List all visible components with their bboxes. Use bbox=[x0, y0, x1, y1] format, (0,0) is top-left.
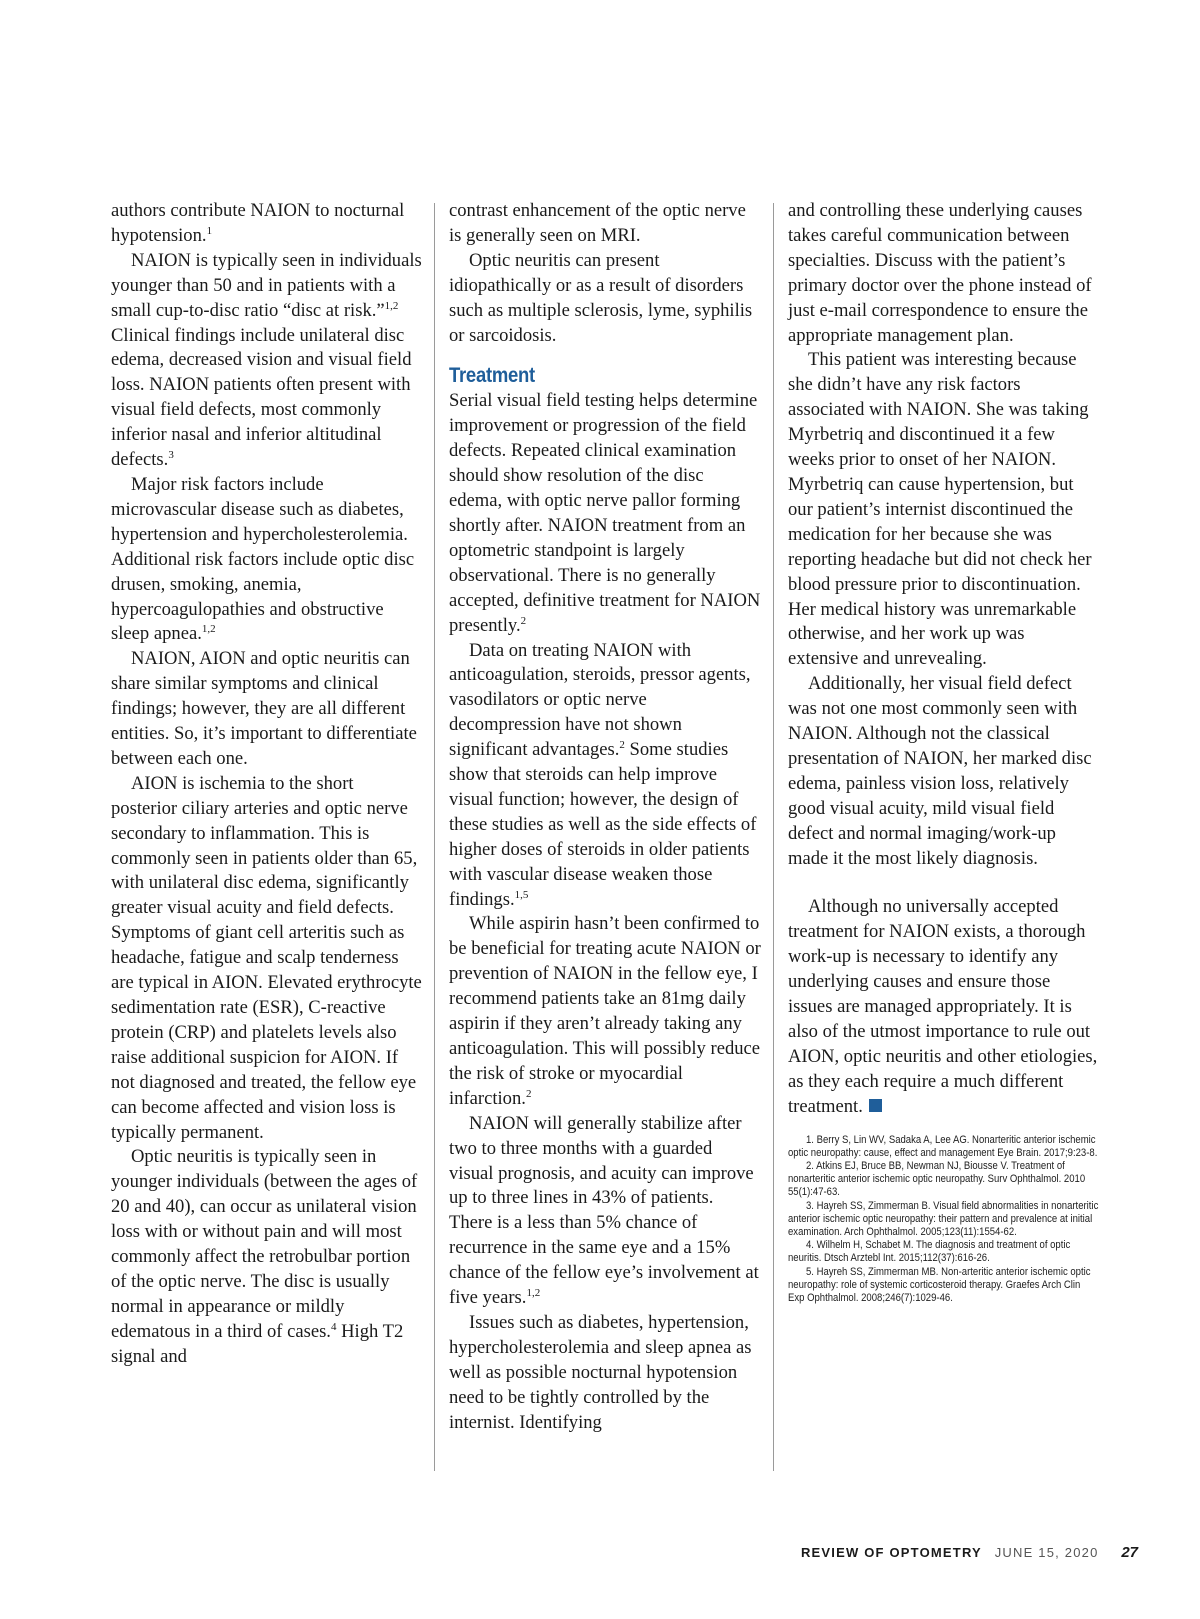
article-column-3 bbox=[788, 199, 1098, 1305]
article-column-1 bbox=[111, 199, 423, 1370]
end-of-article-icon bbox=[869, 1099, 882, 1112]
paragraph: Optic neuritis can present idiopathically or as a result of disorders such as multiple sclerosis, lyme, syphilis or sarcoidosis. bbox=[449, 249, 753, 346]
reference-item: 3. Hayreh SS, Zimmerman B. Visual field abnormalities in nonarteritic anterior ischemic optic neuropathy: their pattern and prevalence at initial examination. Arch Ophthalmol. 2005;123(11):1554-62. bbox=[788, 1199, 1099, 1239]
paragraph: Serial visual field testing helps determine improvement or progression of the field defects. Repeated clinical examination should show resolution of the disc edema, with optic nerve pallor forming shortly after. NAION treatment from an optometric standpoint is largely observational. There is no generally accepted, definitive treatment for NAION presently.$^2$ bbox=[449, 390, 761, 636]
paragraph: and controlling these underlying causes takes careful communication between specialties. Discuss with the patient’s primary doctor over the phone instead of just e-mail correspondence to ensure the appropriate management plan. bbox=[788, 200, 1092, 346]
reference-item: 2. Atkins EJ, Bruce BB, Newman NJ, Biousse V. Treatment of nonarteritic anterior ischemic optic neuropathy. Surv Ophthalmol. 2010 55(1):47-63. bbox=[788, 1160, 1086, 1199]
issue-date: JUNE 15, 2020 bbox=[994, 1545, 1099, 1560]
page-footer bbox=[801, 1544, 1138, 1561]
page-number: 27 bbox=[1121, 1544, 1138, 1561]
paragraph: NAION, AION and optic neuritis can share similar symptoms and clinical findings; however, they are all different entities. So, it’s important to differentiate between each one. bbox=[111, 648, 417, 769]
column-divider bbox=[434, 203, 435, 1471]
paragraph: AION is ischemia to the short posterior ciliary arteries and optic nerve secondary to inflammation. This is commonly seen in patients older than 65, with unilateral disc edema, significantly greater visual acuity and field defects. Symptoms of giant cell arteritis such as headache, fatigue and scalp tenderness are typical in AION. Elevated erythrocyte sedimentation rate (ESR), C-reactive protein (CRP) and platelets levels also raise additional suspicion for AION. If not diagnosed and treated, the fellow eye can become affected and vision loss is typically permanent. bbox=[111, 772, 422, 1143]
section-heading: Treatment bbox=[449, 364, 535, 388]
paragraph: Although no universally accepted treatment for NAION exists, a thorough work-up is necessary to identify any underlying causes and ensure those issues are managed appropriately. It is also of the utmost importance to rule out AION, optic neuritis and other etiologies, as they each require a much different treatment. bbox=[788, 896, 1098, 1117]
paragraph: Additionally, her visual field defect was not one most commonly seen with NAION. Although not the classical presentation of NAION, her marked disc edema, painless vision loss, relatively good visual acuity, mild visual field defect and normal imaging/work-up made it the most likely diagnosis. bbox=[788, 673, 1092, 869]
paragraph: Optic neuritis is typically seen in younger individuals (between the ages of 20 and 40), can occur as unilateral vision loss with or without pain and will most commonly affect the retrobulbar portion of the optic nerve. The disc is usually normal in appearance or mildly edematous in a third of cases.$^4$ High T2 signal and bbox=[111, 1146, 418, 1367]
article-column-2 bbox=[449, 199, 761, 1436]
references-list bbox=[788, 1134, 1099, 1306]
paragraph: This patient was interesting because she didn’t have any risk factors associated with NAION. She was taking Myrbetriq and discontinued it a few weeks prior to onset of her NAION. Myrbetriq can cause hypertension, but our patient’s internist discontinued the medication for her because she was reporting headache but did not check her blood pressure prior to discontinuation. Her medical history was unremarkable otherwise, and her work up was extensive and unrevealing. bbox=[788, 349, 1092, 670]
reference-item: 1. Berry S, Lin WV, Sadaka A, Lee AG. Nonarteritic anterior ischemic optic neuropathy: cause, effect and management Eye Brain. 2017;9:23-8. bbox=[788, 1133, 1098, 1159]
paragraph: Major risk factors include microvascular disease such as diabetes, hypertension and hypercholesterolemia. Additional risk factors include optic disc drusen, smoking, anemia, hypercoagulopathies and obstructive sleep apnea.$^{1,2}$ bbox=[111, 473, 415, 645]
reference-item: 4. Wilhelm H, Schabet M. The diagnosis and treatment of optic neuritis. Dtsch Arztebl Int. 2015;112(37):616-26. bbox=[788, 1239, 1071, 1265]
paragraph: NAION will generally stabilize after two to three months with a guarded visual prognosis, and acuity can improve up to three lines in 43% of patients. There is a less than 5% chance of recurrence in the same eye and a 15% chance of the fellow eye’s involvement at five years.$^{1,2}$ bbox=[449, 1112, 759, 1309]
paragraph: contrast enhancement of the optic nerve is generally seen on MRI. bbox=[449, 200, 746, 246]
paragraph: Data on treating NAION with anticoagulation, steroids, pressor agents, vasodilators or optic nerve decompression have not shown significant advantages.$^2$ Some studies show that steroids can help improve visual function; however, the design of these studies as well as the side effects of higher doses of steroids in older patients with vascular disease weaken those findings.$^{1,5}$ bbox=[449, 639, 757, 910]
paragraph: Issues such as diabetes, hypertension, hypercholesterolemia and sleep apnea as well as possible nocturnal hypotension need to be tightly controlled by the internist. Identifying bbox=[449, 1311, 752, 1433]
column-divider bbox=[773, 203, 774, 1471]
paragraph: NAION is typically seen in individuals younger than 50 and in patients with a small cup-to-disc ratio “disc at risk.”$^{1,2}$ Clinical findings include unilateral disc edema, decreased vision and visual field loss. NAION patients often present with visual field defects, most commonly inferior nasal and inferior altitudinal defects.$^3$ bbox=[111, 249, 422, 471]
magazine-name: REVIEW OF OPTOMETRY bbox=[800, 1545, 982, 1560]
paragraph: authors contribute NAION to nocturnal hypotension.$^1$ bbox=[111, 200, 405, 246]
paragraph: While aspirin hasn’t been confirmed to be beneficial for treating acute NAION or prevention of NAION in the fellow eye, I recommend patients take an 81mg daily aspirin if they aren’t already taking any anticoagulation. This will possibly reduce the risk of stroke or myocardial infarction.$^2$ bbox=[449, 913, 761, 1109]
reference-item: 5. Hayreh SS, Zimmerman MB. Non-arteritic anterior ischemic optic neuropathy: role of systemic corticosteroid therapy. Graefes Arch Clin Exp Ophthalmol. 2008;246(7):1029-46. bbox=[788, 1265, 1091, 1305]
